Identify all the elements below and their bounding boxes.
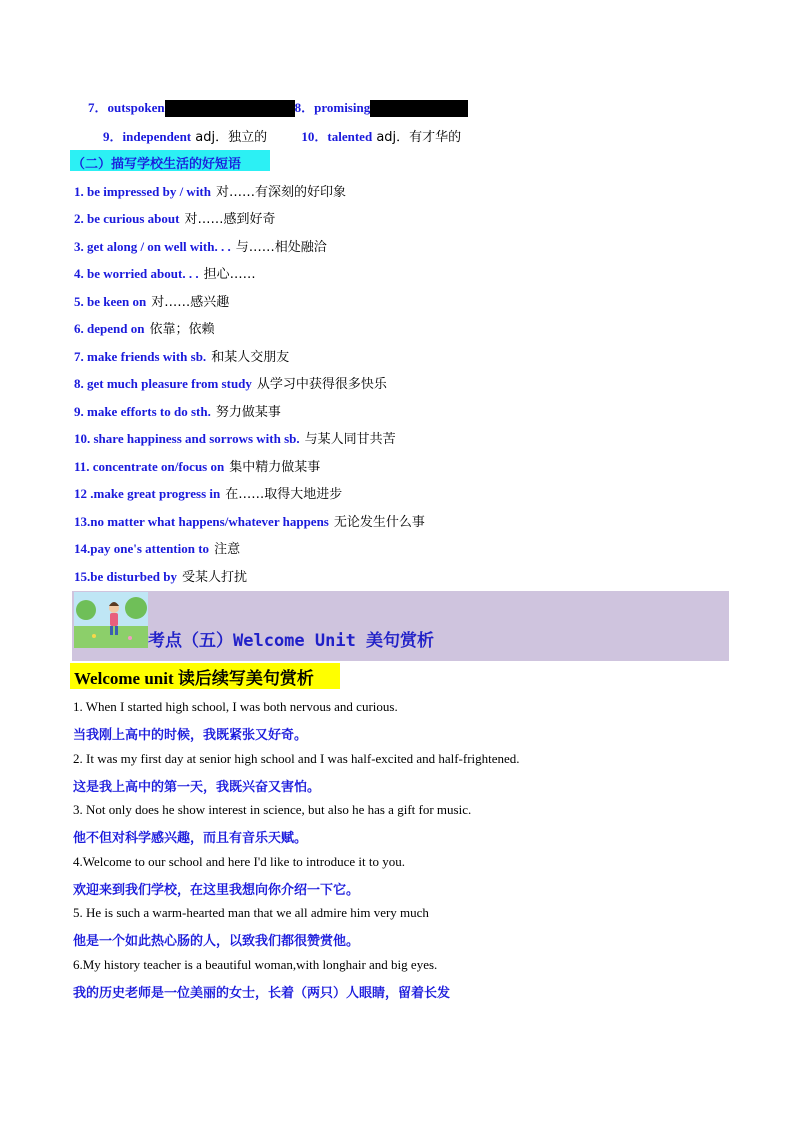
vocab-item-10-meaning: adj．有才华的 <box>376 130 462 145</box>
phrase-chinese: 对……感兴趣 <box>151 295 230 310</box>
phrase-item <box>74 263 256 282</box>
phrase-chinese: 在……取得大地进步 <box>225 487 343 502</box>
vocab-item-9: 9．independent <box>103 129 192 144</box>
phrase-chinese: 对……有深刻的好印象 <box>216 185 347 200</box>
vocab-row-9-10 <box>103 126 461 145</box>
phrase-item <box>74 208 275 227</box>
phrase-english: 2. be curious about <box>74 211 180 226</box>
vocab-item-9-meaning: adj．独立的 <box>195 130 268 145</box>
phrase-english: 7. make friends with sb. <box>74 349 207 364</box>
sentence-english: 6.My history teacher is a beautiful woman,with longhair and big eyes. <box>73 957 438 972</box>
phrase-english: 12 .make great progress in <box>74 486 221 501</box>
phrase-english: 10. share happiness and sorrows with sb. <box>74 431 300 446</box>
phrase-english: 4. be worried about. . . <box>74 266 199 281</box>
phrase-english: 8. get much pleasure from study <box>74 376 252 391</box>
sentence-chinese: 他不但对科学感兴趣，而且有音乐天赋。 <box>73 831 308 847</box>
phrase-chinese: 对……感到好奇 <box>184 212 276 227</box>
vocab-item-7: 7．outspoken <box>88 100 165 115</box>
sentence-english: 1. When I started high school, I was both nervous and curious. <box>73 699 398 714</box>
phrase-english: 6. depend on <box>74 321 145 336</box>
sentence-chinese: 他是一个如此热心肠的人，以致我们都很赞赏他。 <box>73 934 360 950</box>
redaction-bar <box>165 100 295 117</box>
phrase-english: 1. be impressed by / with <box>74 184 211 199</box>
vocab-item-8: 8．promising <box>294 100 371 115</box>
illustration-image <box>74 592 148 648</box>
phrase-item <box>74 428 396 447</box>
phrase-english: 11. concentrate on/focus on <box>74 459 225 474</box>
phrase-item <box>74 236 327 255</box>
sentence-chinese: 欢迎来到我们学校，在这里我想向你介绍一下它。 <box>73 882 360 898</box>
phrase-chinese: 依靠；依赖 <box>149 322 215 337</box>
sentence-chinese: 我的历史老师是一位美丽的女士，长着（两只）人眼睛，留着长发 <box>73 986 451 1001</box>
phrase-english: 13.no matter what happens/whatever happens <box>74 514 329 529</box>
phrase-chinese: 与……相处融洽 <box>235 240 327 255</box>
phrase-chinese: 担心…… <box>203 267 256 282</box>
sentence-english: 3. Not only does he show interest in science, but also he has a gift for music. <box>73 802 472 818</box>
phrase-item <box>74 373 387 392</box>
phrase-chinese: 无论发生什么事 <box>333 515 425 530</box>
phrase-item <box>74 511 425 530</box>
phrase-chinese: 注意 <box>214 542 241 557</box>
sentence-english: 2. It was my first day at senior high school and I was half-excited and half-frightened. <box>73 750 520 766</box>
phrase-item <box>74 538 240 557</box>
sentence-english: 4.Welcome to our school and here I'd like to introduce it to you. <box>73 853 405 869</box>
vocab-item-10: 10．talented <box>301 129 373 144</box>
phrase-english: 14.pay one's attention to <box>74 541 210 556</box>
sentence-chinese: 当我刚上高中的时候，我既紧张又好奇。 <box>73 728 308 743</box>
phrase-chinese: 从学习中获得很多快乐 <box>256 377 387 392</box>
phrase-item <box>74 456 320 475</box>
redaction-bar <box>370 100 468 117</box>
section-heading-welcome: Welcome unit 读后续写美句赏析 <box>74 669 314 688</box>
sentence-chinese: 这是我上高中的第一天，我既兴奋又害怕。 <box>73 779 321 795</box>
phrase-chinese: 与某人同甘共苦 <box>304 432 396 447</box>
phrase-item <box>74 401 281 420</box>
section-heading: （二）描写学校生活的好短语 <box>72 157 242 172</box>
phrase-item <box>74 318 214 337</box>
phrase-chinese: 努力做某事 <box>215 405 281 420</box>
phrase-english: 5. be keen on <box>74 294 147 309</box>
phrase-item <box>74 291 229 310</box>
phrase-english: 9. make efforts to do sth. <box>74 404 211 419</box>
phrase-item <box>74 346 289 365</box>
phrase-chinese: 集中精力做某事 <box>229 460 321 475</box>
phrase-item <box>74 566 247 585</box>
vocab-row-7-8 <box>88 97 468 117</box>
phrase-english: 3. get along / on well with. . . <box>74 239 231 254</box>
phrase-chinese: 和某人交朋友 <box>211 350 290 365</box>
phrase-item <box>74 483 342 502</box>
phrase-item <box>74 181 346 200</box>
phrase-english: 15.be disturbed by <box>74 569 177 584</box>
banner-title: 考点（五）Welcome Unit 美句赏析 <box>148 631 435 651</box>
sentence-english: 5. He is such a warm-hearted man that we all admire him very much <box>73 905 429 921</box>
phrase-chinese: 受某人打扰 <box>181 570 247 585</box>
